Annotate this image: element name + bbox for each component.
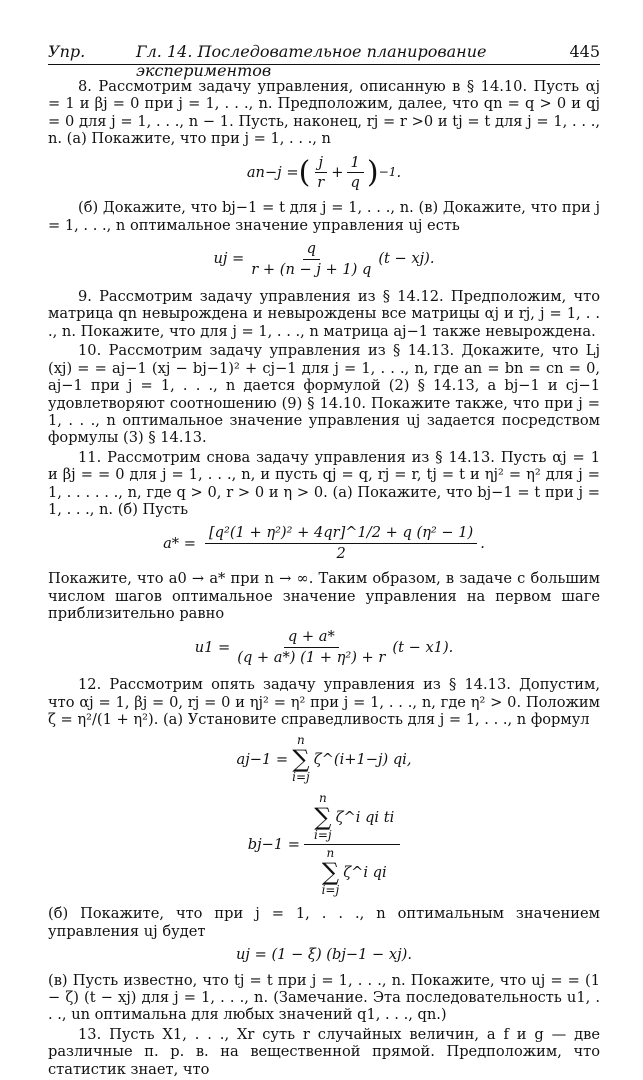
eq-8a-open-paren: ( — [298, 154, 311, 190]
page-number: 445 — [569, 42, 600, 61]
eq-11b-rhs: (t − x1). — [392, 638, 454, 656]
exercise-11-text-b: Покажите, что a0 → a* при n → ∞. Таким образом, в задаче с большим числом шагов оптимальное значение управления на первом шаге приблизительно равно — [48, 570, 600, 622]
equation-12b — [48, 792, 600, 897]
eq-12a-lhs: aj−1 = — [236, 750, 289, 768]
eq-8a-den-2: q — [350, 174, 360, 192]
sigma-symbol-icon: ∑ — [321, 858, 339, 887]
exercise-9-text: 9. Рассмотрим задачу управления из § 14.12. Предположим, что матрица qn невырождена и невырождены все матрицы αj и rj, j = 1, . . ., n. Покажите, что для j = 1, . . ., n матрица aj−1 также невырождена. — [48, 288, 600, 340]
eq-11a-end: . — [480, 534, 485, 552]
eq-12b-num-sum-bot: i=j — [314, 828, 332, 843]
eq-8a-close-paren: ) — [366, 154, 379, 190]
equation-8b — [48, 240, 600, 278]
eq-8a-frac-2 — [347, 154, 364, 192]
header-section: Упр. — [48, 42, 86, 61]
eq-12b-frac — [304, 792, 400, 897]
eq-12b-den-sum — [322, 847, 340, 897]
header-chapter-title: Гл. 14. Последовательное планирование экспериментов — [136, 42, 487, 80]
sigma-symbol-icon: ∑ — [292, 745, 310, 774]
running-header — [48, 42, 600, 80]
eq-12a-sum-top: n — [297, 733, 305, 748]
eq-12a-term: ζ^(i+1−j) qi, — [313, 750, 412, 768]
eq-8a-lhs: an−j = — [246, 163, 299, 181]
eq-12b-den-sum-top: n — [326, 846, 335, 861]
eq-8a-den-1: r — [317, 174, 325, 192]
eq-11b-den: (q + a*) (1 + η²) + r — [237, 648, 386, 666]
eq-12b-lhs: bj−1 = — [247, 836, 300, 854]
exercise-12-text-c: (в) Пусть известно, что tj = t при j = 1, . . ., n. Покажите, что uj = = (1 − ζ) (t − xj) для j = 1, . . ., n. (Замечание. Эта последовательность u1, . . ., un оптимальна для любых значений q1, . . ., qn.) — [48, 971, 600, 1024]
exercise-8-text: 8. Рассмотрим задачу управления, описанную в § 14.10. Пусть αj = 1 и βj = 0 при j = 1, . . ., n. Предположим, далее, что qn = q > 0 и qj = 0 для j = 1, . . ., n − 1. Пусть, наконец, rj = r >0 и tj = t для j = 1, . . ., n. (а) Покажите, что при j = 1, . . ., n — [48, 78, 600, 148]
equation-8a — [48, 154, 600, 192]
eq-8a-plus: + — [331, 163, 344, 181]
eq-8a-end: . — [396, 163, 402, 181]
eq-12b-den — [312, 845, 393, 897]
sigma-symbol-icon: ∑ — [314, 803, 332, 832]
eq-8b-lhs: uj = — [213, 250, 245, 268]
eq-12a-sum-bot: i=j — [292, 770, 310, 785]
eq-12b-num-sum-top: n — [318, 791, 327, 806]
exercise-8-text-b: (б) Докажите, что bj−1 = t для j = 1, . . ., n. (в) Докажите, что при j = 1, . . ., n оптимальное значение управления uj есть — [48, 199, 600, 234]
eq-11a-num: [q²(1 + η²)² + 4qr]^1/2 + q (η² − 1) — [205, 524, 477, 543]
equation-12c — [48, 946, 600, 963]
eq-8a-num-2: 1 — [347, 154, 364, 173]
exercise-12-text: 12. Рассмотрим опять задачу управления из § 14.13. Допустим, что αj = 1, βj = 0, rj = 0 и ηj² = η² при j = 1, . . ., n, где η² > 0. Положим ζ = η²/(1 + η²). (а) Установите справедливость для j = 1, . . ., n формул — [48, 676, 600, 728]
eq-12b-num — [304, 792, 400, 845]
exercise-12-text-b: (б) Покажите, что при j = 1, . . ., n оптимальным значением управления uj будет — [48, 905, 600, 940]
eq-8b-rhs: (t − xj). — [378, 250, 435, 268]
eq-12b-num-term: ζ^i qi ti — [335, 808, 395, 826]
eq-11b-lhs: u1 = — [194, 638, 231, 656]
eq-8a-frac-1 — [313, 154, 328, 192]
eq-8b-den: r + (n − j + 1) q — [251, 260, 372, 278]
exercise-10-text: 10. Рассмотрим задачу управления из § 14.13. Докажите, что Lj (xj) = = aj−1 (xj − bj−1)² + cj−1 для j = 1, . . ., n, где an = bn = cn = 0, aj−1 при j = 1, . . ., n дается формулой (2) § 14.13, а bj−1 и cj−1 удовлетворяют соотношению (9) § 14.10. Покажите также, что при j = 1, . . ., n оптимальное значение управления uj задается посредством формулы (3) § 14.13. — [48, 342, 600, 447]
equation-12a — [48, 734, 600, 784]
eq-11a-den: 2 — [336, 544, 346, 562]
eq-8a-exponent: −1 — [378, 164, 397, 179]
equation-11a — [48, 524, 600, 562]
eq-12b-num-sum — [314, 792, 332, 842]
eq-8b-num: q — [303, 240, 320, 259]
eq-8b-frac — [247, 240, 375, 278]
exercise-11-text: 11. Рассмотрим снова задачу управления из § 14.13. Пусть αj = 1 и βj = = 0 для j = 1, . . ., n, и пусть qj = q, rj = r, tj = t и ηj² = η² для j = 1, . . . . . ., n, где q > 0, r > 0 и η > 0. (а) Покажите, что bj−1 = t при j = 1, . . ., n. (б) Пусть — [48, 448, 600, 518]
eq-12a-sum — [292, 734, 310, 784]
eq-12b-den-term: ζ^i qi — [343, 863, 387, 881]
exercise-13-text: 13. Пусть X1, . . ., Xr суть r случайных величин, а f и g — две различные п. р. в. на вещественной прямой. Предположим, что статистик знает, что — [48, 1025, 600, 1078]
eq-8a-num-1: j — [315, 154, 328, 173]
eq-11b-frac — [233, 628, 389, 666]
eq-12c: uj = (1 − ξ) (bj−1 − xj). — [236, 946, 412, 964]
header-rule — [48, 64, 600, 65]
eq-11a-lhs: a* = — [163, 534, 196, 552]
equation-11b — [48, 628, 600, 666]
page-body — [48, 78, 600, 1080]
eq-11b-num: q + a* — [284, 628, 339, 647]
eq-12b-den-sum-bot: i=j — [321, 883, 340, 898]
eq-11a-frac — [205, 524, 477, 562]
